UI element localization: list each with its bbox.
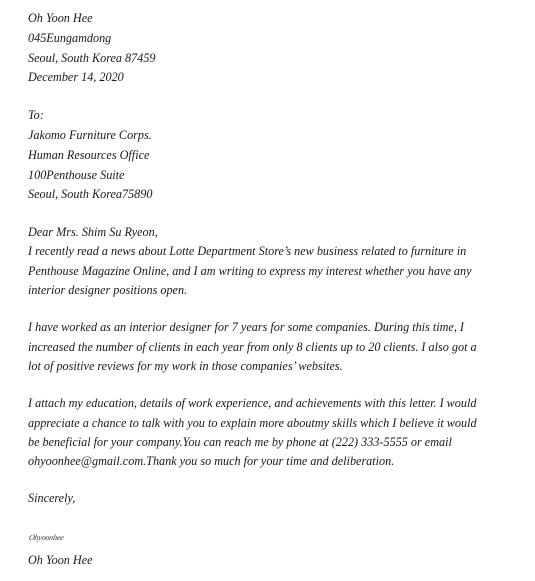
handwritten-signature xyxy=(28,527,528,551)
paragraph-line: I recently read a news about Lotte Department Store’s new business related to furniture in xyxy=(28,244,467,259)
recipient-address xyxy=(28,106,528,205)
sender-street: 045Eungamdong xyxy=(28,30,112,45)
paragraph-line: I have worked as an interior designer for 7 years for some companies. During this time, I xyxy=(28,320,464,335)
spacer xyxy=(28,376,528,394)
letter xyxy=(28,9,528,570)
recipient-suite: 100Penthouse Suite xyxy=(28,167,125,182)
to-label: To: xyxy=(28,108,44,123)
paragraph-3 xyxy=(28,394,528,471)
paragraph-line: ohyoonhee@gmail.com.Thank you so much for your time and deliberation. xyxy=(28,454,395,469)
paragraph-1 xyxy=(28,242,528,300)
sender-city: Seoul, South Korea 87459 xyxy=(28,50,156,65)
recipient-office: Human Resources Office xyxy=(28,147,150,162)
letter-date: December 14, 2020 xyxy=(28,70,124,85)
paragraph-line: Penthouse Magazine Online, and I am writing to express my interest whether you have any xyxy=(28,263,472,278)
sender-address xyxy=(28,9,528,88)
paragraph-line: appreciate a chance to talk with you to explain more aboutmy skills which I believe it would xyxy=(28,415,477,430)
recipient-company: Jakomo Furniture Corps. xyxy=(28,127,152,142)
paragraph-line: increased the number of clients in each year from only 8 clients up to 20 clients. I also got a xyxy=(28,339,477,354)
closing: Sincerely, xyxy=(28,491,76,506)
spacer xyxy=(28,471,528,489)
salutation: Dear Mrs. Shim Su Ryeon, xyxy=(28,225,158,240)
sender-name: Oh Yoon Hee xyxy=(28,11,93,25)
paragraph-2 xyxy=(28,318,528,376)
paragraph-line: interior designer positions open. xyxy=(28,283,188,298)
spacer xyxy=(28,300,528,318)
signature-text: Ohyoonhee xyxy=(28,532,65,542)
spacer xyxy=(28,509,528,527)
spacer xyxy=(28,88,528,106)
recipient-city: Seoul, South Korea75890 xyxy=(28,187,153,202)
paragraph-line: lot of positive reviews for my work in those companies’ websites. xyxy=(28,358,343,373)
paragraph-line: be beneficial for your company.You can reach me by phone at (222) 333-5555 or email xyxy=(28,434,452,449)
signer-name: Oh Yoon Hee xyxy=(28,552,93,567)
paragraph-line: I attach my education, details of work experience, and achievements with this letter. I would xyxy=(28,396,477,411)
spacer xyxy=(28,205,528,223)
